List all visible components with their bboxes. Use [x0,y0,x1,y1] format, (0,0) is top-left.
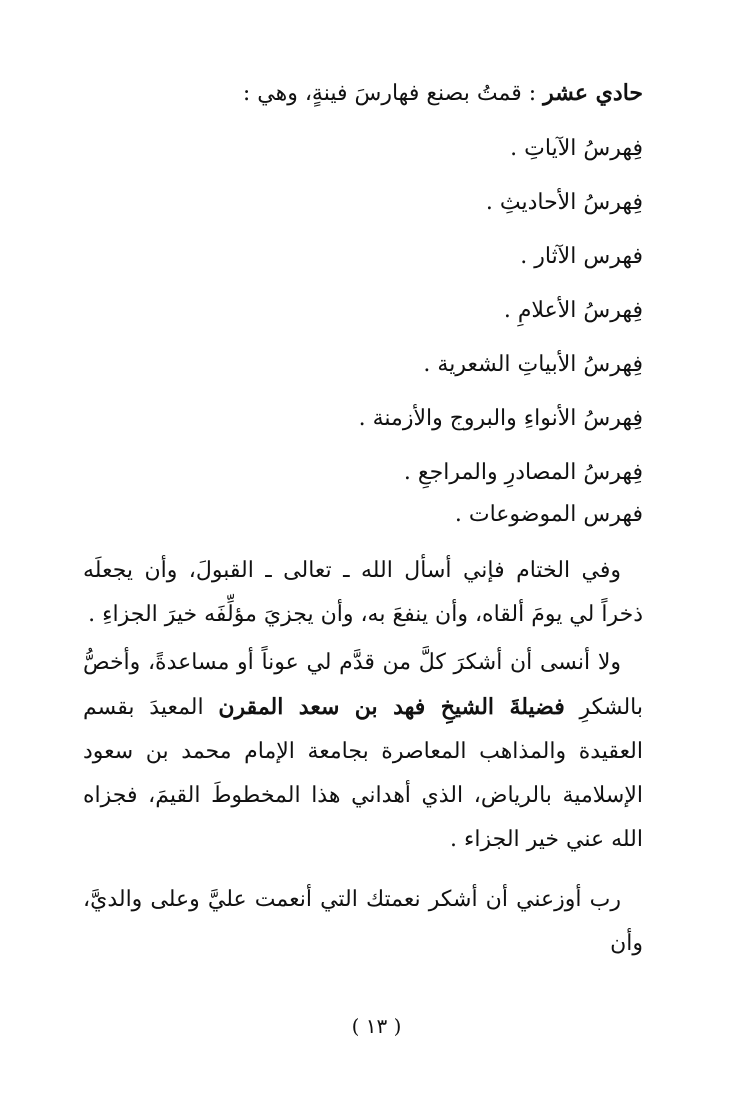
index-item-masadir: فِهرسُ المصادرِ والمراجعِ . [403,460,643,485]
heading-text: : قمتُ بصنع فهارسَ فينةٍ، وهي : [242,81,537,106]
page-number: ( ١٣ ) [351,1014,402,1038]
thanks-text-end: المعيدَ بقسم العقيدة والمذاهب المعاصرة بجامعة الإمام محمد بن سعود الإسلامية بالرياض، الذي أهداني هذا المخطوطَ القيمَ، فجزاه الله عني خير الجزاء . [83,695,643,852]
heading-bold: حادي عشر [543,80,643,106]
index-item-ayat: فِهرسُ الآياتِ . [510,136,643,161]
index-item-abyat: فِهرسُ الأبياتِ الشعرية . [423,352,643,377]
heading-line [243,78,643,109]
prayer-paragraph [83,878,643,966]
index-item-mawduat: فهرس الموضوعات . [454,502,643,527]
closing-paragraph [83,549,643,637]
index-item-athar: فهرس الآثار . [520,244,643,269]
index-item-ahadith: فِهرسُ الأحاديثِ . [485,190,643,215]
index-item-alam: فِهرسُ الأعلامِ . [503,298,643,323]
index-item-anwa: فِهرسُ الأنواءِ والبروج والأزمنة . [358,406,643,431]
sheikh-name: فضيلةَ الشيخِ فهد بن سعد المقرن [218,694,565,720]
thanks-text-start: ولا أنسى أن أشكرَ كلَّ من قدَّم لي عوناً أو مساعدةً، وأخصُّ بالشكرِ [83,650,643,720]
closing-paragraph-text: وفي الختام فإني أسأل الله ـ تعالى ـ القبولَ، وأن يجعلَه ذخراً لي يومَ ألقاه، وأن ينفعَ به، وأن يجزيَ مؤلِّفَه خيرَ الجزاءِ . [83,558,643,627]
prayer-paragraph-text: رب أوزعني أن أشكر نعمتك التي أنعمت عليَّ وعلى والديَّ، وأن [83,887,643,956]
thanks-paragraph [83,641,643,862]
